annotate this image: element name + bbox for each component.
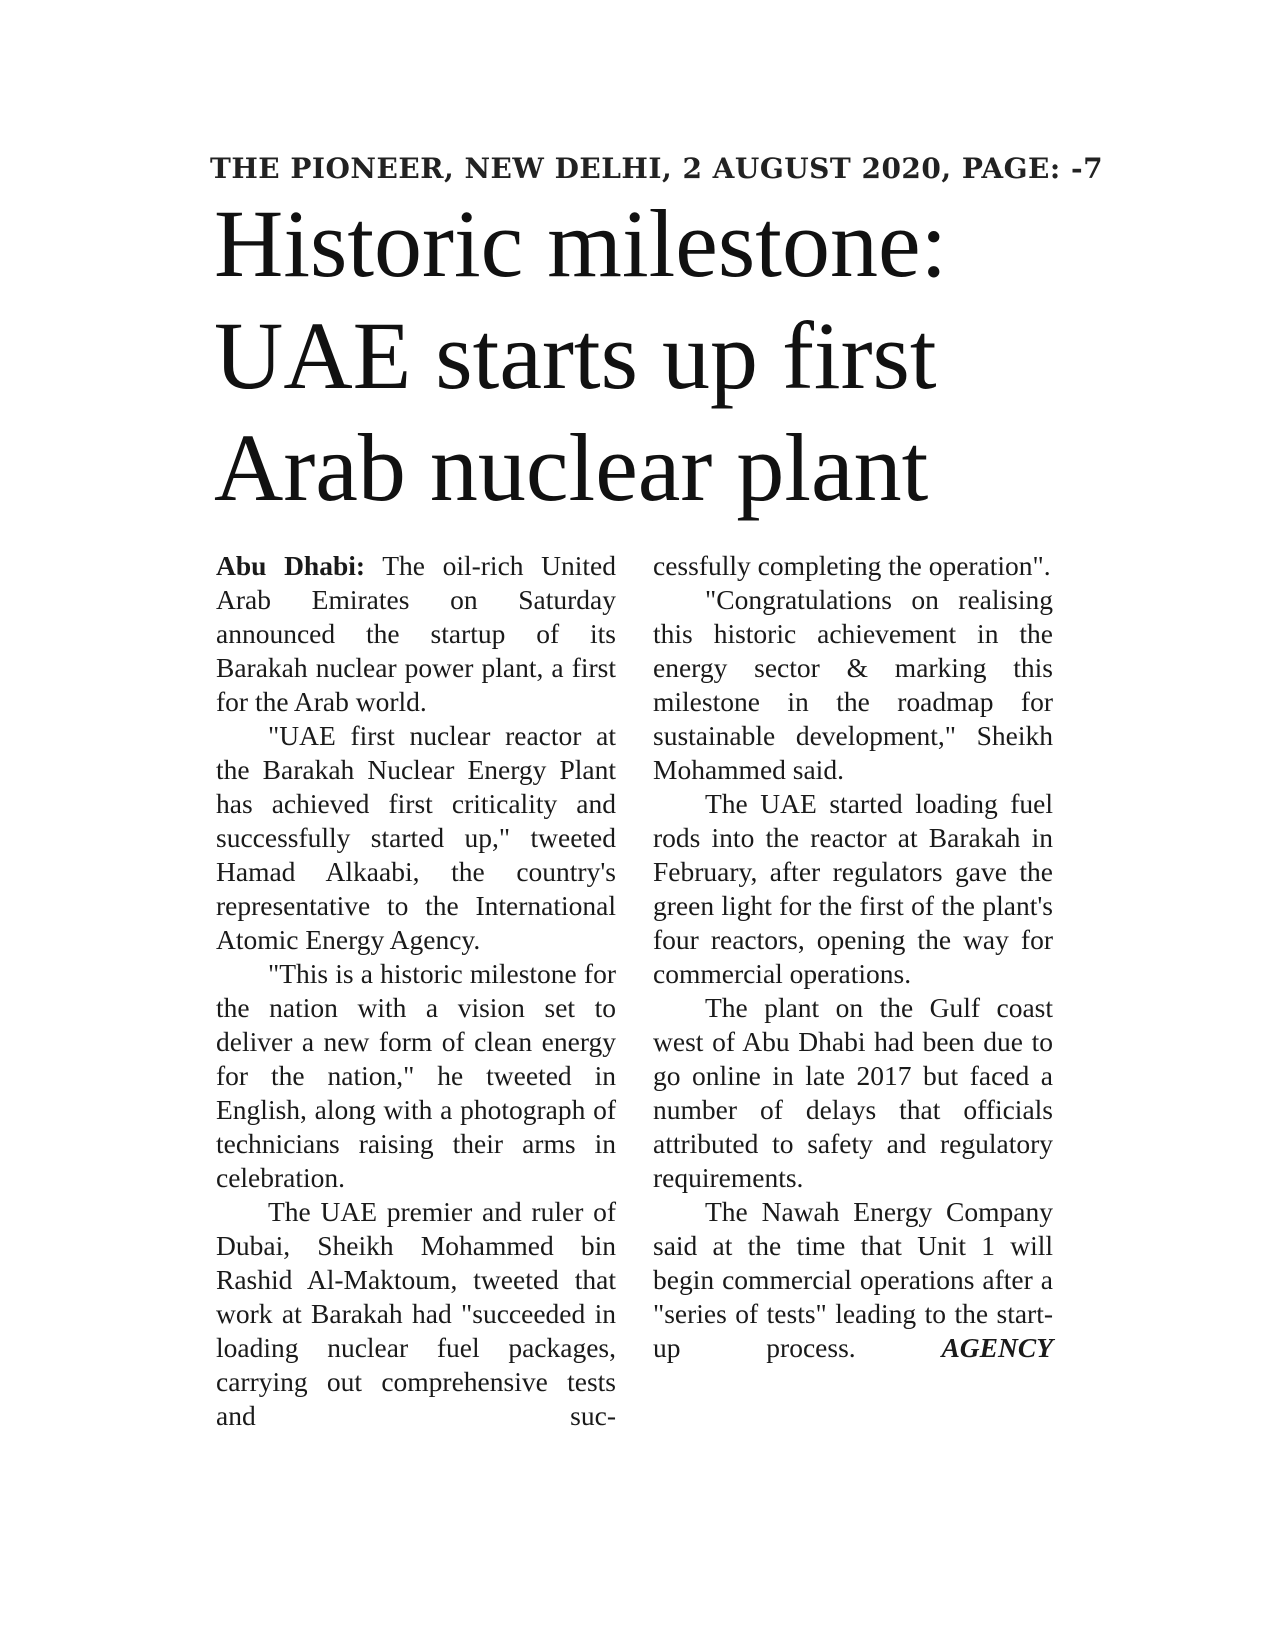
- article-column-right: [653, 549, 1053, 1365]
- article-paragraph: The plant on the Gulf coast west of Abu Dhabi had been due to go online in late 2017 but faced a number of delays that officials attributed to safety and regulatory requirements.: [653, 992, 1053, 1193]
- headline-line-2: UAE starts up first: [214, 302, 937, 409]
- article-paragraph: "This is a historic milestone for the nation with a vision set to deliver a new form of clean energy for the nation," he tweeted in English, along with a photograph of technicians raising their arms in celebration.: [216, 958, 616, 1193]
- headline: [214, 188, 1054, 524]
- article-paragraph: "Congratulations on realising this historic achievement in the energy sector & marking this milestone in the roadmap for sustainable development," Sheikh Mohammed said.: [653, 584, 1053, 785]
- paragraph-text: The oil-rich United Arab Emirates on Saturday announced the startup of its Barakah nuclear power plant, a first for the Arab world.: [216, 550, 616, 717]
- article-column-left: [216, 549, 616, 1433]
- headline-line-3: Arab nuclear plant: [214, 414, 929, 521]
- article-paragraph: The UAE premier and ruler of Dubai, Sheikh Mohammed bin Rashid Al-Maktoum, tweeted that work at Barakah had "succeeded in loading nuclear fuel packages, carrying out comprehensive tests and suc-: [216, 1196, 616, 1431]
- article-paragraph: [653, 1195, 1053, 1365]
- headline-line-1: Historic milestone:: [214, 190, 948, 297]
- paragraph-text: The Nawah Energy Company said at the time that Unit 1 will begin commercial operations after a "series of tests" leading to the start-up process.: [653, 1196, 1053, 1363]
- article-paragraph: "UAE first nuclear reactor at the Barakah Nuclear Energy Plant has achieved first criticality and successfully started up," tweeted Hamad Alkaabi, the country's representative to the International Atomic Energy Agency.: [216, 720, 616, 955]
- publication-masthead: THE PIONEER, NEW DELHI, 2 AUGUST 2020, PAGE: -7: [210, 152, 1104, 185]
- article-paragraph: [216, 549, 616, 719]
- agency-credit: AGENCY: [941, 1332, 1053, 1363]
- article-paragraph: cessfully completing the operation".: [653, 550, 1051, 581]
- article-body: [216, 549, 1056, 1469]
- article-paragraph: The UAE started loading fuel rods into the reactor at Barakah in February, after regulators gave the green light for the first of the plant's four reactors, opening the way for commercial operations.: [653, 788, 1053, 989]
- dateline: Abu Dhabi:: [216, 550, 366, 581]
